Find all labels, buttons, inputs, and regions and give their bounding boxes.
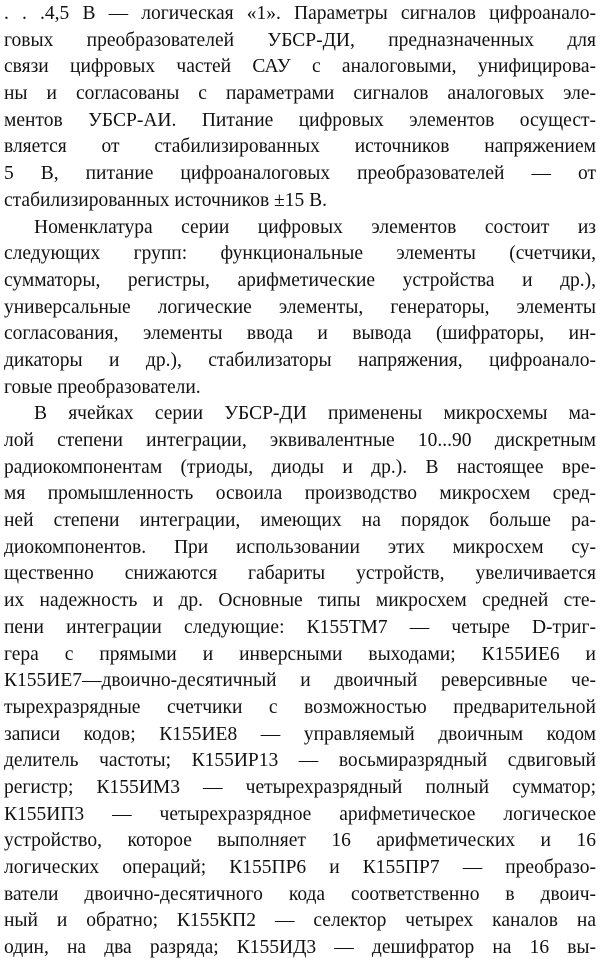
text-line: Номенклатура серии цифровых элементов состоит из (34, 216, 596, 238)
text-line: их надежность и др. Основные типы микросхем средней сте- (4, 590, 596, 612)
text-line: В ячейках серии УБСР-ДИ применены микросхемы ма- (34, 403, 596, 425)
text-line: записи кодов; К155ИЕ8 — управляемый двоичным кодом (4, 723, 596, 745)
text-line: ный и обратно; К155КП2 — селектор четырех каналов на (4, 910, 596, 932)
text-line: сумматоры, регистры, арифметические устройства и др.), (4, 269, 596, 291)
text-line: диокомпонентов. При использовании этих микросхем су- (4, 536, 596, 558)
text-line: вляется от стабилизированных источников напряжением (4, 136, 596, 158)
text-line: 5 В, питание цифроаналоговых преобразователей — от (4, 163, 596, 185)
text-line: регистр; К155ИМ3 — четырехразрядный полный сумматор; (4, 776, 596, 798)
text-line: лой степени интеграции, эквивалентные 10...90 дискретным (4, 430, 596, 451)
text-line: связи цифровых частей САУ с аналоговыми, унифицирова- (4, 56, 596, 78)
text-line: гера с прямыми и инверсными выходами; К155ИЕ6 и (4, 643, 596, 665)
text-line: делитель частоты; К155ИР13 — восьмиразрядный сдвиговый (4, 750, 596, 772)
text-line: тырехразрядные счетчики с возможностью предварительной (4, 696, 596, 718)
text-line: ментов УБСР-АИ. Питание цифровых элементов осущест- (4, 109, 596, 131)
text-line: радиокомпонентам (триоды, диоды и др.). В настоящее вре- (4, 456, 596, 478)
text-line: К155ИЕ7—двоично-десятичный и двоичный реверсивные че- (4, 670, 596, 692)
text-line: ватели двоично-десятичного кода соответственно в двоич- (4, 883, 596, 905)
text-line: ны и согласованы с параметрами сигналов аналоговых эле- (4, 83, 596, 105)
text-line: щественно снижаются габариты устройств, увеличивается (4, 563, 596, 585)
text-line: ней степени интеграции, имеющих на порядок больше ра- (4, 510, 596, 532)
text-line: устройство, которое выполняет 16 арифметических и 16 (4, 830, 596, 852)
text-line: К155ИП3 — четырехразрядное арифметическое логическое (4, 803, 596, 825)
text-line: логических операций; К155ПР6 и К155ПР7 — преобразо- (4, 857, 596, 878)
text-line: говые преобразователи. (4, 376, 201, 398)
text-line: . . .4,5 В — логическая «1». Параметры сигналов цифроанало- (4, 3, 596, 24)
text-line: один, на два разряда; К155ИД3 — дешифратор на 16 вы- (4, 937, 596, 959)
text-line: мя промышленность освоила производство микросхем сред- (4, 483, 596, 505)
body-text (4, 1, 596, 962)
text-line: универсальные логические элементы, генераторы, элементы (4, 296, 596, 318)
text-line: пени интеграции следующие: К155ТМ7 — четыре D-триг- (4, 616, 596, 638)
text-line: дикаторы и др.), стабилизаторы напряжения, цифроанало- (4, 349, 596, 371)
text-line: согласования, элементы ввода и вывода (шифраторы, ин- (4, 323, 596, 345)
text-line: стабилизированных источников ±15 В. (4, 189, 327, 211)
text-line: следующих групп: функциональные элементы (счетчики, (4, 243, 596, 265)
text-line: говых преобразователей УБСР-ДИ, предназначенных для (4, 29, 596, 51)
